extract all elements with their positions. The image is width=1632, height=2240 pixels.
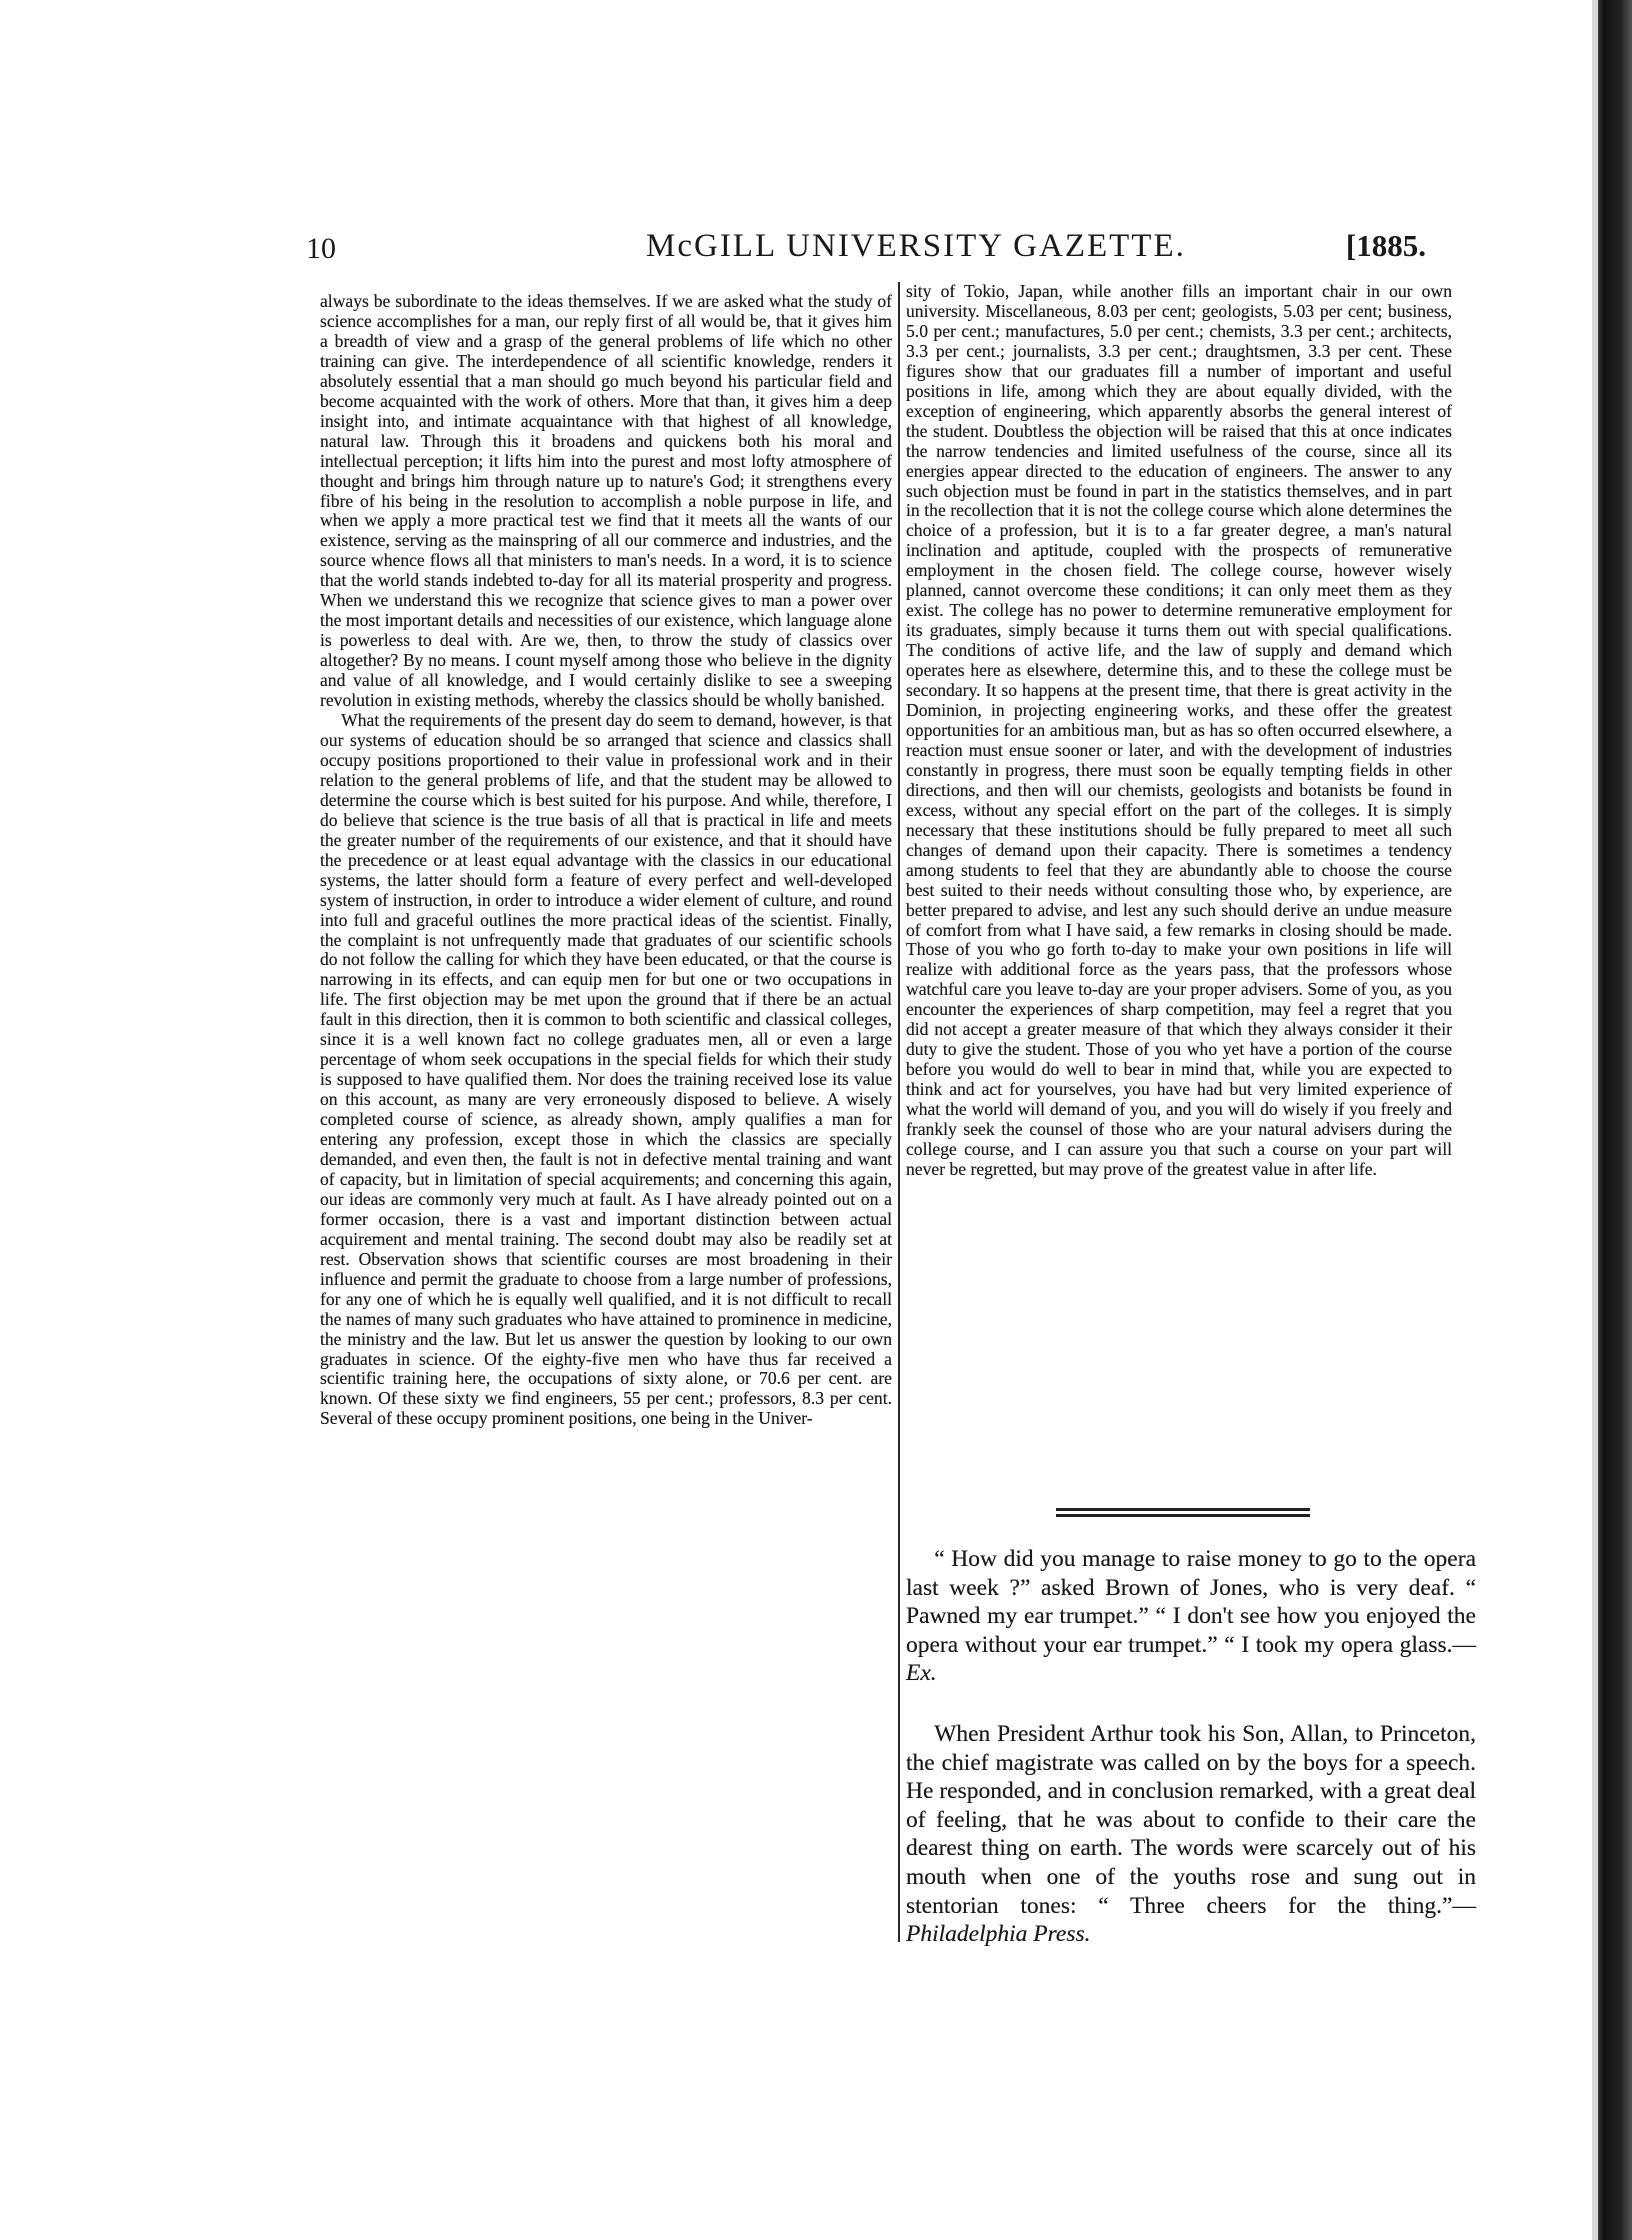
left-column (320, 292, 892, 1429)
page-date: [1885. (1345, 228, 1426, 263)
anecdote-opera-text: “ How did you manage to raise money to go to the opera last week ?” asked Brown of Jones, who is very deaf. “ Pawned my ear trumpet.” “ I don't see how you enjoyed the opera without your ear trumpet.” “ I took my opera glass.— (906, 1546, 1476, 1658)
scan-page-edge (1598, 0, 1632, 2240)
page-title: McGILL UNIVERSITY GAZETTE. (646, 228, 1186, 264)
anecdote-arthur-text: When President Arthur took his Son, Allan, to Princeton, the chief magistrate was called on by the boys for a speech. He responded, and in conclusion remarked, with a great deal of feeling, that he was about to confide to their care the dearest thing on earth. The words were scarcely out of his mouth when one of the youths rose and sung out in stentorian tones: “ Three cheers for the thing.”— (906, 1720, 1476, 1919)
anecdote-arthur (906, 1720, 1476, 1949)
anecdotes-section (906, 1545, 1476, 1949)
left-paragraph-1: always be subordinate to the ideas themselves. If we are asked what the study of science accomplishes for a man, our reply first of all would be, that it gives him a breadth of view and a grasp of the general problems of life which no other training can give. The interdependence of all scientific knowledge, renders it absolutely essential that a man should go much beyond his particular field and become acquainted with the work of others. More that than, it gives him a deep insight into, and intimate acquaintance with that highest of all knowledge, natural law. Through this it broadens and quickens both his moral and intellectual perception; it lifts him into the purest and most lofty atmosphere of thought and brings him through nature up to nature's God; it strengthens every fibre of his being in the resolution to accomplish a noble purpose in life, and when we apply a more practical test we find that it meets all the wants of our existence, serving as the mainspring of all our commerce and industries, and the source whence flows all that ministers to man's needs. In a word, it is to science that the world stands indebted to-day for all its material prosperity and progress. When we understand this we recognize that science gives to man a power over the most important details and necessities of our existence, which language alone is powerless to deal with. Are we, then, to throw the study of classics over altogether? By no means. I count myself among those who believe in the dignity and value of all knowledge, and I would certainly dislike to see a sweeping revolution in existing methods, whereby the classics should be wholly banished. (320, 291, 892, 711)
right-column (906, 282, 1452, 1180)
column-divider (898, 282, 900, 1942)
section-rule (1056, 1508, 1310, 1520)
anecdote-opera-source: Ex. (906, 1660, 937, 1687)
section-rule-line (1056, 1508, 1310, 1511)
right-paragraph-1: sity of Tokio, Japan, while another fills an important chair in our own university. Miscellaneous, 8.03 per cent; geologists, 5.03 per cent; business, 5.0 per cent.; manufactures, 5.0 per cent.; chemists, 3.3 per cent.; architects, 3.3 per cent.; journalists, 3.3 per cent.; draughtsmen, 3.3 per cent. These figures show that our graduates fill a number of important and useful positions in life, among which they are about equally divided, with the exception of engineering, which apparently absorbs the general interest of the student. Doubtless the objection will be raised that this at once indicates the narrow tendencies and limited usefulness of the course, since all its energies appear directed to the education of engineers. The answer to any such objection must be found in part in the statistics themselves, and in part in the recollection that it is not the college course which alone determines the choice of a profession, but it is to a far greater degree, a man's natural inclination and aptitude, coupled with the prospects of remunerative employment in the chosen field. The college course, however wisely planned, cannot overcome these conditions; it can only meet them as they exist. The college has no power to determine remunerative employment for its graduates, simply because it turns them out with special qualifications. The conditions of active life, and the law of supply and demand which operates here as elsewhere, determine this, and to these the college must be secondary. It so happens at the present time, that there is great activity in the Dominion, in projecting engineering works, and these offer the greatest opportunities for an ambitious man, but as has so often occurred elsewhere, a reaction must ensue sooner or later, and with the development of industries constantly in progress, there must soon be equally tempting fields in other directions, and then will our chemists, geologists and botanists be found in excess, without any special effort on the part of the colleges. It is simply necessary that these institutions should be fully prepared to meet all such changes of demand upon their capacity. There is sometimes a tendency among students to feel that they are abundantly able to choose the course best suited to their needs without consulting those who, by experience, are better prepared to advise, and lest any such should derive an undue measure of comfort from what I have said, a few remarks in closing should be made. Those of you who go forth to-day to make your own positions in life will realize with additional force as the years pass, that the professors whose watchful care you leave to-day are your proper advisers. Some of you, as you encounter the experiences of sharp competition, may feel a regret that you did not accept a greater measure of that which they always consider it their duty to give the student. Those of you who yet have a portion of the course before you would do well to bear in mind that, while you are expected to think and act for yourselves, you have had but very limited experience of what the world will demand of you, and you will do wisely if you freely and frankly seek the counsel of those who are your natural advisers during the college course, and I can assure you that such a course on your part will never be regretted, but may prove of the greatest value in after life. (906, 281, 1452, 1179)
anecdote-arthur-source: Philadelphia Press. (906, 1921, 1091, 1948)
page-header (306, 226, 1426, 266)
left-paragraph-2: What the requirements of the present day do seem to demand, however, is that our systems of education should be so arranged that science and classics shall occupy positions proportioned to their value in professional work and in their relation to the general problems of life, and that the student may be allowed to determine the course which is best suited for his purpose. And while, therefore, I do believe that science is the true basis of all that is practical in life and meets the greater number of the requirements of our existence, and that it should have the precedence or at least equal advantage with the classics in our educational systems, the latter should form a feature of every perfect and well-developed system of instruction, in order to introduce a wider element of culture, and round into full and graceful outlines the more practical ideas of the scientist. Finally, the complaint is not unfrequently made that graduates of our scientific schools do not follow the calling for which they have been educated, or that the course is narrowing in its effects, and can equip men for but one or two occupations in life. The first objection may be met upon the ground that if there be an actual fault in this direction, then it is common to both scientific and classical colleges, since it is a well known fact no college graduates men, all or even a large percentage of whom seek occupations in the special fields for which their study is supposed to have qualified them. Nor does the training received lose its value on this account, as many are very erroneously disposed to believe. A wisely completed course of science, as already shown, amply qualifies a man for entering any profession, except those in which the classics are specially demanded, and even then, the fault is not in defective mental training and want of capacity, but in limitation of special acquirements; and concerning this again, our ideas are commonly very much at fault. As I have already pointed out on a former occasion, there is a vast and important distinction between actual acquirement and mental training. The second doubt may also be readily set at rest. Observation shows that scientific courses are most broadening in their influence and permit the graduate to choose from a large number of professions, for any one of which he is equally well qualified, and it is not difficult to recall the names of many such graduates who have attained to prominence in medicine, the ministry and the law. But let us answer the question by looking to our own graduates in science. Of the eighty-five men who have thus far received a scientific training here, the occupations of sixty alone, or 70.6 per cent. are known. Of these sixty we find engineers, 55 per cent.; professors, 8.3 per cent. Several of these occupy prominent positions, one being in the Univer- (320, 710, 892, 1429)
page-number: 10 (306, 232, 336, 265)
section-rule-line (1056, 1514, 1310, 1517)
anecdote-opera (906, 1545, 1476, 1688)
